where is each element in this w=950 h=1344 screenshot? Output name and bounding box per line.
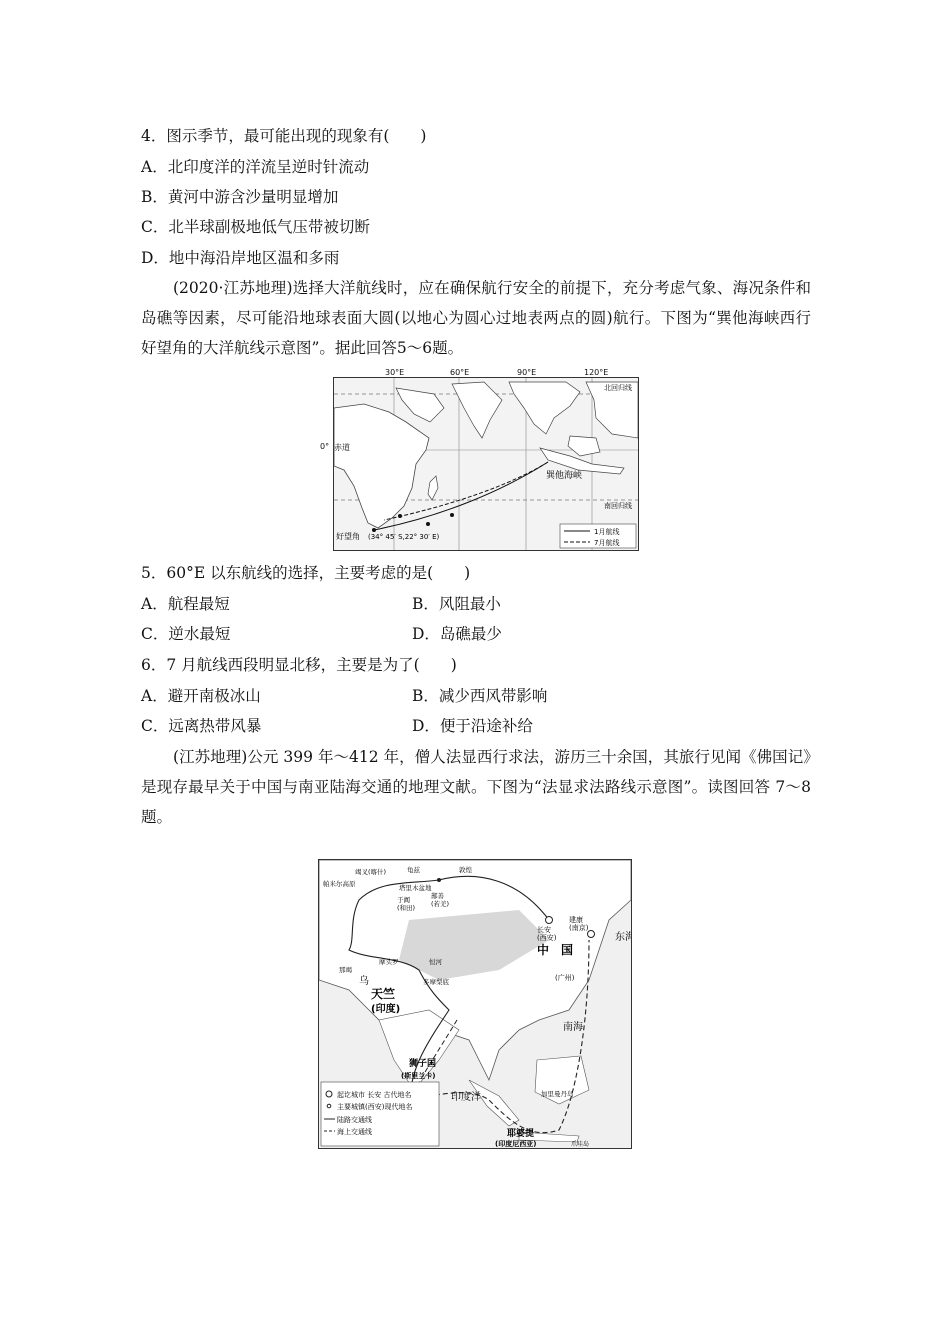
label-karashahr: 乌 [359, 976, 369, 987]
label-tianzhu: 天竺 [371, 987, 396, 1001]
q6-option-a: A．避开南极冰山 [141, 687, 261, 705]
legend-cities: 起讫城市 长安 古代地名 [337, 1091, 412, 1099]
label-srilanka: (斯里兰卡) [401, 1072, 436, 1080]
q5-stem: 5．60°E 以东航线的选择，主要考虑的是( ) [141, 564, 471, 582]
label-tarim: 塔里木盆地 [399, 884, 432, 892]
cape-label: 好望角 [336, 532, 360, 541]
q4-option-c: C．北半球副极地低气压带被切断 [141, 218, 370, 236]
q5-option-b: B．风阻最小 [412, 595, 501, 613]
q5-option-d: D．岛礁最少 [412, 625, 502, 643]
label-mathura: 摩头罗 [379, 958, 399, 966]
label-ganges: 恒河 [429, 958, 442, 966]
cape-point [372, 528, 376, 532]
strait-label: 巽他海峡 [546, 471, 583, 481]
legend-towns: 主要城镇(西安)现代地名 [337, 1103, 413, 1111]
intro-paragraph-1: (2020·江苏地理)选择大洋航线时，应在确保航行安全的前提下，充分考虑气象、海况条件和岛礁等因素，尽可能沿地球表面大圆(以地心为圆心过地表两点的圆)航行。下图为“巽他海峡西行好望角的大洋航线示意图”。据此回答5～6题。 [141, 279, 811, 357]
q4-option-b: B．黄河中游含沙量明显增加 [141, 188, 339, 206]
changan-marker [546, 917, 553, 924]
q4-option-d: D．地中海沿岸地区温和多雨 [141, 249, 340, 267]
label-kucha: 龟兹 [407, 866, 420, 874]
route-waypoint [398, 514, 402, 518]
q4-stem: 4．图示季节，最可能出现的现象有( ) [141, 127, 427, 145]
lon-label-120: 120°E [584, 368, 609, 377]
label-indonesia: (印度尼西亚) [495, 1140, 537, 1148]
label-guangzhou: (广州) [555, 974, 575, 982]
q6-option-b: B．减少西风带影响 [412, 687, 548, 705]
intro-paragraph-2: (江苏地理)公元 399 年～412 年，僧人法显西行求法，游历三十余国，其旅行见闻《佛国记》是现存最早关于中国与南亚陆海交通的地理文献。下图为“法显求法路线示意图”。读图回答 7～8 题。 [141, 748, 811, 826]
label-china: 中 国 [537, 943, 574, 957]
route-waypoint [426, 522, 430, 526]
label-yepoti: 耶婆提 [507, 1129, 535, 1139]
legend-city-marker [326, 1091, 332, 1097]
label-nanjing: (南京) [569, 924, 589, 932]
label-indian-ocean: 印度洋 [451, 1092, 481, 1103]
lat-label-0: 0° [320, 442, 330, 451]
label-nanhai: 南海 [563, 1022, 583, 1033]
north-tropic-label: 北回归线 [604, 384, 632, 392]
jiankang-marker [588, 931, 595, 938]
label-shanshan: 鄯善 [431, 892, 444, 900]
cape-coords-label: (34° 45′ S,22° 30′ E) [368, 533, 440, 541]
label-donghai: 东海 [615, 932, 631, 943]
label-khotan: 于阗 [397, 896, 410, 904]
route-map-sunda-cape [333, 377, 639, 551]
equator-label: 赤道 [334, 443, 350, 452]
label-dunhuang: 敦煌 [459, 866, 472, 874]
legend-jan-label: 1月航线 [594, 528, 620, 536]
label-india: (印度) [371, 1004, 401, 1015]
q5-option-c: C．逆水最短 [141, 625, 231, 643]
q4-option-a: A．北印度洋的洋流呈逆时针流动 [141, 158, 370, 176]
south-tropic-label: 南回归线 [604, 502, 632, 510]
route-waypoint [450, 513, 454, 517]
q6-option-d: D．便于沿途补给 [412, 717, 533, 735]
dunhuang-marker [437, 878, 441, 882]
legend-land: 陆路交通线 [337, 1116, 372, 1124]
label-kalimantan: 加里曼丹岛 [541, 1090, 574, 1098]
q6-option-c: C．远离热带风暴 [141, 717, 262, 735]
label-tamralipti: 多摩梨底 [423, 978, 449, 986]
label-xian: (西安) [537, 934, 557, 942]
label-pamir: 帕米尔高原 [323, 880, 356, 888]
label-kashgar: 竭叉(喀什) [355, 868, 387, 876]
label-java: 爪哇岛 [571, 1141, 590, 1148]
label-changan: 长安 [537, 926, 551, 934]
faxian-route-map [318, 859, 632, 1149]
q5-option-a: A．航程最短 [141, 595, 230, 613]
lon-label-60: 60°E [450, 368, 470, 377]
legend-sea: 海上交通线 [337, 1128, 372, 1136]
label-ruoqiang: (若羌) [431, 900, 450, 908]
label-jiankang: 建康 [569, 916, 583, 924]
legend-town-marker [327, 1104, 331, 1108]
q6-stem: 6．7 月航线西段明显北移，主要是为了( ) [141, 656, 457, 674]
label-hetian: (和田) [397, 904, 416, 912]
legend-jul-label: 7月航线 [594, 539, 620, 547]
lon-label-30-outer: 30°E [385, 368, 405, 377]
label-northern-india: 那竭 [339, 966, 352, 974]
lon-label-90: 90°E [517, 368, 537, 377]
label-shizi: 狮子国 [409, 1059, 437, 1069]
